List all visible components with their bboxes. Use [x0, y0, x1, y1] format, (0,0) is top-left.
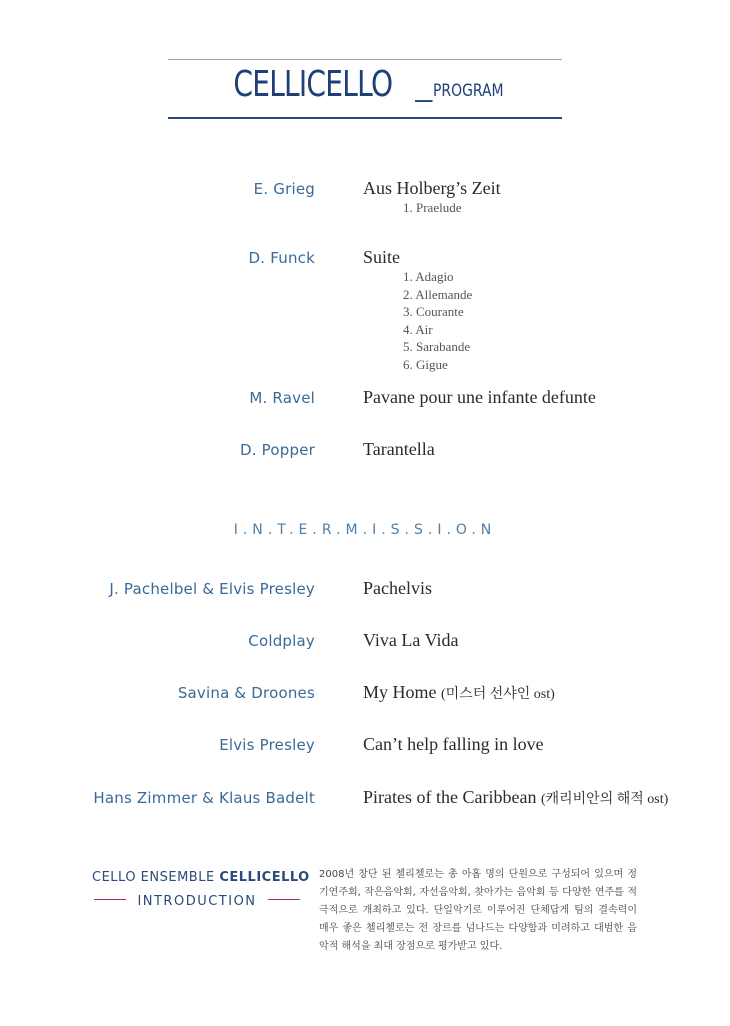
- piece-title: Tarantella: [363, 439, 435, 459]
- piece-name: Viva La Vida: [363, 630, 459, 650]
- piece-name: Pachelvis: [363, 578, 432, 598]
- piece-note: (미스터 선샤인 ost): [441, 687, 555, 702]
- piece-name: Pirates of the Caribbean: [363, 787, 537, 807]
- title-main: CELLICELLO: [233, 64, 393, 105]
- movement: 5. Sarabande: [403, 339, 471, 354]
- piece-title: Suite: [363, 247, 401, 267]
- intro-label-line2: INTRODUCTION: [137, 894, 257, 909]
- movement: 2. Allemande: [403, 286, 473, 302]
- composer: Hans Zimmer & Klaus Badelt: [93, 789, 315, 807]
- piece-title: Pavane pour une infante defunte: [363, 387, 596, 407]
- piece-name: My Home: [363, 682, 437, 702]
- movement: 6. Gigue: [403, 356, 448, 372]
- movement-list: [403, 268, 472, 373]
- page-title: [168, 64, 562, 105]
- piece-name: Can’t help falling in love: [363, 734, 544, 754]
- intro-dash-left: [94, 899, 126, 900]
- composer: J. Pachelbel & Elvis Presley: [109, 580, 315, 598]
- piece-title: Aus Holberg’s Zeit: [363, 178, 501, 198]
- intro-label-prefix: CELLO ENSEMBLE: [92, 870, 215, 885]
- intro-label: [92, 870, 310, 909]
- movement: 4. Air: [403, 321, 433, 337]
- piece-title: [363, 787, 668, 808]
- composer: D. Funck: [248, 249, 315, 267]
- piece-note: (캐리비안의 해적 ost): [540, 792, 669, 807]
- piece-title: [363, 578, 432, 599]
- piece-title: [363, 682, 555, 703]
- intro-label-brand: CELLICELLO: [219, 870, 310, 885]
- title-subtitle: PROGRAM: [432, 81, 504, 101]
- intro-text: 2008년 창단 된 첼리첼로는 총 아홉 명의 단원으로 구성되어 있으며 정기연주회, 작은음악회, 자선음악회, 찾아가는 음악회 등 다양한 연주를 적극적으로 개최하고 있다. 단일악기로 이루어진 단체답게 팀의 결속력이 매우 좋은 첼리첼로는 전 장르를 넘나드는 다양함과 미려하고 대범한 음악적 해석을 최대 장점으로 평가받고 있다.: [319, 869, 637, 952]
- movement: 1. Adagio: [403, 269, 454, 284]
- movement: 3. Courante: [403, 304, 464, 319]
- intro-dash-right: [268, 899, 300, 900]
- top-rule: [168, 59, 562, 60]
- intermission-heading: I.N.T.E.R.M.I.S.S.I.O.N: [233, 522, 497, 538]
- intro-label-line1: [92, 870, 310, 885]
- composer: E. Grieg: [253, 180, 315, 198]
- composer: Savina & Droones: [177, 684, 315, 702]
- movement-list: [403, 199, 461, 217]
- title-underline: [168, 117, 562, 119]
- composer: Coldplay: [248, 632, 315, 650]
- movement: 1. Praelude: [403, 200, 462, 215]
- composer: M. Ravel: [249, 389, 315, 407]
- composer: D. Popper: [239, 441, 315, 459]
- piece-title: [363, 734, 544, 755]
- intro-label-line2-wrap: [92, 890, 302, 908]
- piece-title: [363, 630, 458, 651]
- composer: Elvis Presley: [219, 736, 315, 754]
- title-separator: _: [415, 70, 433, 103]
